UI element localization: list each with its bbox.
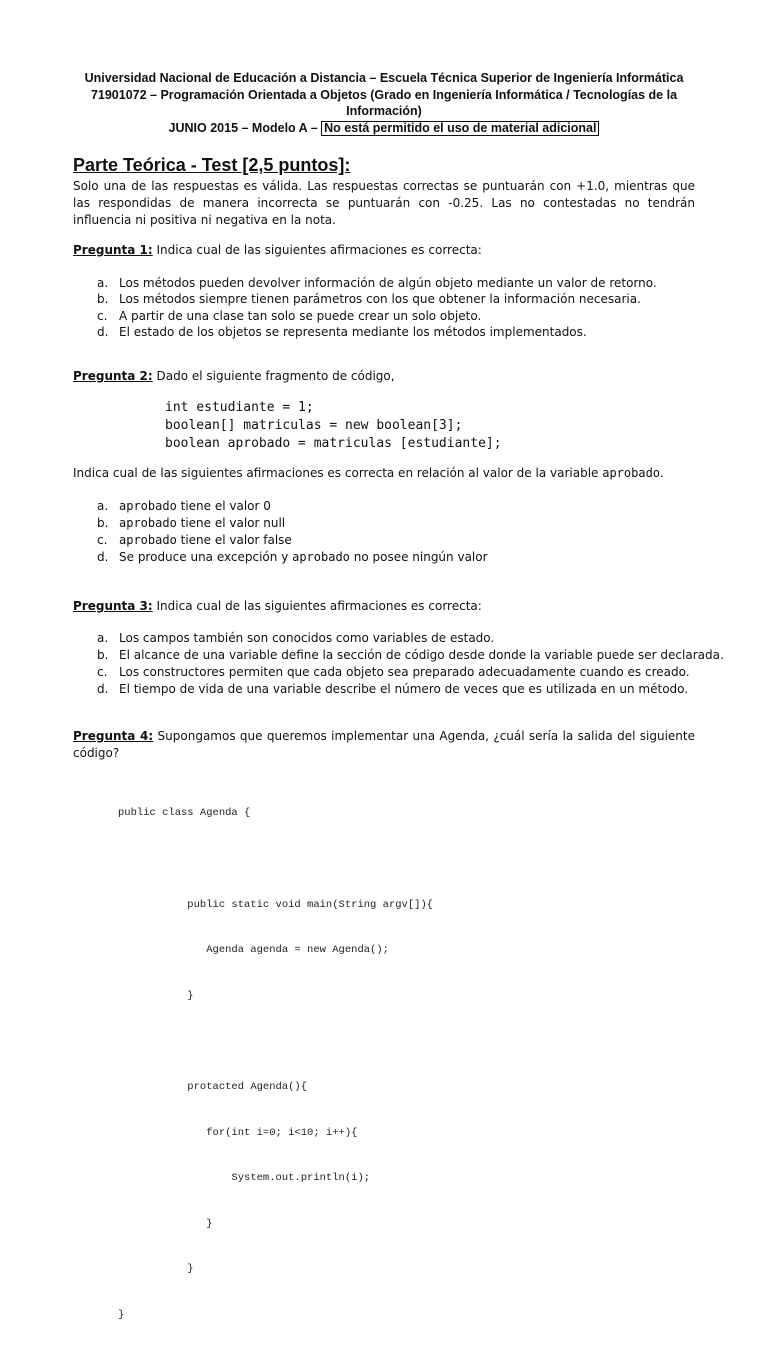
code-line: Agenda agenda = new Agenda(); <box>118 944 389 957</box>
option-text: Los métodos pueden devolver información de algún objeto mediante un valor de retorno. <box>119 276 657 290</box>
header-line-1: Universidad Nacional de Educación a Distancia – Escuela Técnica Superior de Ingeniería Informática <box>84 71 684 85</box>
code-line: System.out.println(i); <box>118 1172 371 1185</box>
option-letter: b. <box>97 648 109 662</box>
statement-variable: aprobado <box>602 466 661 480</box>
question-2-option-c <box>73 532 703 548</box>
option-text: tiene el valor false <box>176 533 292 547</box>
header-line-3: Información) <box>346 104 422 118</box>
code-line: } <box>118 989 194 1002</box>
option-text: El alcance de una variable define la sección de código desde donde la variable puede ser declarada. <box>119 648 724 662</box>
option-text: A partir de una clase tan solo se puede crear un solo objeto. <box>119 309 482 323</box>
option-variable: aprobado <box>119 533 177 547</box>
question-3-label: Pregunta 3: <box>73 599 153 613</box>
option-text: El estado de los objetos se representa mediante los métodos implementados. <box>119 325 587 339</box>
question-2-heading <box>73 368 695 385</box>
question-2-option-a <box>73 498 703 514</box>
question-1-option-d <box>73 324 703 340</box>
question-3-option-c <box>73 664 703 680</box>
option-text: tiene el valor 0 <box>176 499 271 513</box>
option-letter: b. <box>97 292 109 306</box>
question-4-code-block <box>118 776 433 1354</box>
section-title: Parte Teórica - Test [2,5 puntos]: <box>73 155 351 175</box>
option-variable: aprobado <box>119 516 177 530</box>
option-letter: c. <box>97 665 108 679</box>
header-exam-date: JUNIO 2015 – Modelo A – <box>168 121 322 135</box>
code-line: } <box>118 1217 213 1230</box>
question-1-option-c <box>73 308 703 324</box>
question-2-option-d <box>73 549 703 565</box>
question-3-text: Indica cual de las siguientes afirmaciones es correcta: <box>152 599 482 613</box>
option-letter: d. <box>97 325 109 339</box>
header-line-2: 71901072 – Programación Orientada a Objetos (Grado en Ingeniería Informática / Tecnologías de la <box>90 88 678 102</box>
question-3-heading <box>73 598 695 615</box>
code-line: protacted Agenda(){ <box>118 1080 308 1093</box>
question-1-text: Indica cual de las siguientes afirmaciones es correcta: <box>152 243 482 257</box>
code-line: boolean[] matriculas = new boolean[3]; <box>165 418 463 433</box>
option-letter: b. <box>97 516 109 530</box>
code-line: public static void main(String argv[]){ <box>118 898 434 911</box>
option-text: Los constructores permiten que cada objeto sea preparado adecuadamente cuando es creado. <box>119 665 690 679</box>
option-variable: aprobado <box>119 499 177 513</box>
statement-text: Indica cual de las siguientes afirmaciones es correcta en relación al valor de la variable <box>73 466 603 480</box>
option-letter: c. <box>97 533 108 547</box>
question-1-heading <box>73 242 695 259</box>
question-4-text: Supongamos que queremos implementar una Agenda, ¿cuál sería la salida del siguiente código? <box>73 729 696 760</box>
question-2-code-block <box>165 399 502 453</box>
code-line: boolean aprobado = matriculas [estudiante]; <box>165 436 502 451</box>
question-2-option-b <box>73 515 703 531</box>
option-text: Los métodos siempre tienen parámetros con los que obtener la información necesaria. <box>119 292 641 306</box>
instructions: Solo una de las respuestas es válida. Las respuestas correctas se puntuarán con +1.0, mientras que las respondidas de manera incorrecta se puntuarán con -0.25. Las no contestadas no tendrán influencia ni positiva ni negativa en la nota. <box>73 179 695 227</box>
question-4-heading <box>73 728 695 762</box>
option-text-prefix: Se produce una excepción y <box>119 550 293 564</box>
question-1-option-b <box>73 291 703 307</box>
question-3-option-d <box>73 681 703 697</box>
question-1-label: Pregunta 1: <box>73 243 153 257</box>
question-2-text: Dado el siguiente fragmento de código, <box>152 369 395 383</box>
option-letter: a. <box>97 276 109 290</box>
option-text: tiene el valor null <box>176 516 286 530</box>
question-1-option-a <box>73 275 703 291</box>
code-line: for(int i=0; i<10; i++){ <box>118 1126 358 1139</box>
code-line <box>118 852 433 867</box>
code-line <box>118 1034 433 1049</box>
code-line: } <box>118 1308 125 1321</box>
question-2-statement <box>73 465 695 482</box>
header-notice-boxed: No está permitido el uso de material adicional <box>321 121 599 136</box>
option-letter: d. <box>97 682 109 696</box>
option-text: no posee ningún valor <box>349 550 488 564</box>
option-letter: a. <box>97 499 109 513</box>
option-variable: aprobado <box>292 550 350 564</box>
question-3-option-b <box>73 647 724 663</box>
question-2-label: Pregunta 2: <box>73 369 153 383</box>
option-letter: a. <box>97 631 109 645</box>
code-line: } <box>118 1263 194 1276</box>
code-line: public class Agenda { <box>118 807 251 820</box>
option-text: Los campos también son conocidos como variables de estado. <box>119 631 495 645</box>
option-text: El tiempo de vida de una variable describe el número de veces que es utilizada en un método. <box>119 682 689 696</box>
header-line-4 <box>60 120 708 137</box>
option-letter: d. <box>97 550 109 564</box>
code-line: int estudiante = 1; <box>165 400 314 415</box>
question-3-option-a <box>73 630 703 646</box>
question-4-label: Pregunta 4: <box>73 729 154 743</box>
statement-end: . <box>660 466 664 480</box>
option-letter: c. <box>97 309 108 323</box>
